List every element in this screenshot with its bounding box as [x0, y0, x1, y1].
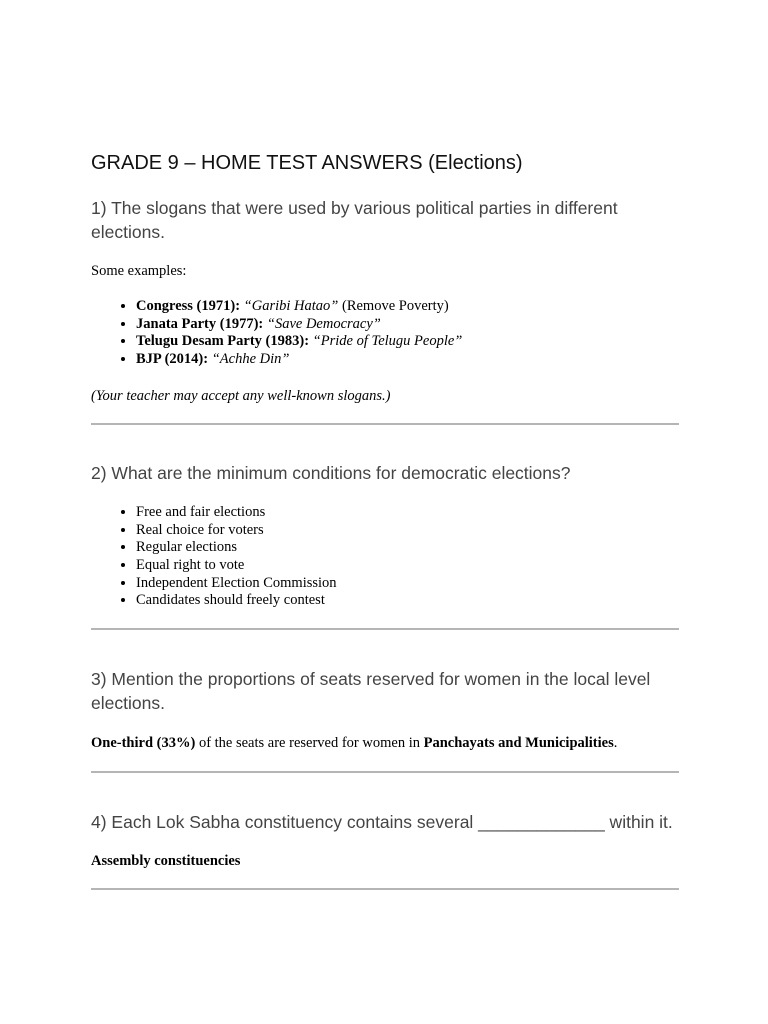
slogan-text: “Pride of Telugu People”: [312, 333, 463, 350]
question-3: [91, 667, 679, 752]
question-2-text: 2) What are the minimum conditions for democratic elections?: [91, 462, 571, 483]
question-1: [91, 196, 679, 405]
condition-item: • Free and fair elections: [136, 504, 679, 522]
slogan-party: Janata Party (1977):: [136, 315, 264, 332]
section-divider: [91, 423, 679, 425]
answer-emphasis: Panchayats and Municipalities: [423, 735, 614, 752]
slogan-note: (Remove Poverty): [338, 298, 449, 314]
question-1-footnote: (Your teacher may accept any well-known slogans.): [91, 387, 391, 404]
answer-text: of the seats are reserved for women in: [195, 735, 424, 752]
document-title: GRADE 9 – HOME TEST ANSWERS (Elections): [91, 152, 523, 174]
slogan-list: [91, 298, 679, 369]
answer-period: .: [613, 735, 618, 752]
section-divider: [91, 771, 679, 773]
question-1-intro: Some examples:: [91, 263, 187, 279]
question-4: [91, 810, 679, 870]
condition-item: • Real choice for voters: [136, 522, 679, 540]
condition-item: • Independent Election Commission: [136, 575, 679, 593]
slogan-text: “Save Democracy”: [266, 315, 381, 332]
slogan-item: [136, 351, 679, 369]
section-divider: [91, 628, 679, 630]
question-3-answer: [91, 734, 679, 752]
answer-emphasis: One-third (33%): [91, 735, 196, 752]
question-2: [91, 461, 679, 610]
slogan-text: “Garibi Hatao”: [243, 298, 339, 314]
slogan-party: Congress (1971):: [136, 298, 241, 314]
question-4-text: 4) Each Lok Sabha constituency contains several _____________ within it.: [91, 812, 673, 833]
slogan-item: [136, 316, 679, 334]
slogan-party: BJP (2014):: [136, 351, 209, 368]
question-1-text: 1) The slogans that were used by various political parties in different elections.: [91, 198, 618, 242]
slogan-text: “Achhe Din”: [211, 351, 290, 368]
slogan-party: Telugu Desam Party (1983):: [136, 333, 310, 350]
document-body: [91, 150, 679, 890]
condition-item: • Candidates should freely contest: [136, 592, 679, 610]
slogan-item: [136, 298, 679, 316]
question-3-text: 3) Mention the proportions of seats reserved for women in the local level elections.: [91, 669, 651, 714]
condition-item: • Regular elections: [136, 539, 679, 557]
condition-item: • Equal right to vote: [136, 557, 679, 575]
question-4-answer: Assembly constituencies: [91, 853, 241, 870]
section-divider: [91, 888, 679, 890]
conditions-list: [91, 504, 679, 610]
slogan-item: [136, 333, 679, 351]
